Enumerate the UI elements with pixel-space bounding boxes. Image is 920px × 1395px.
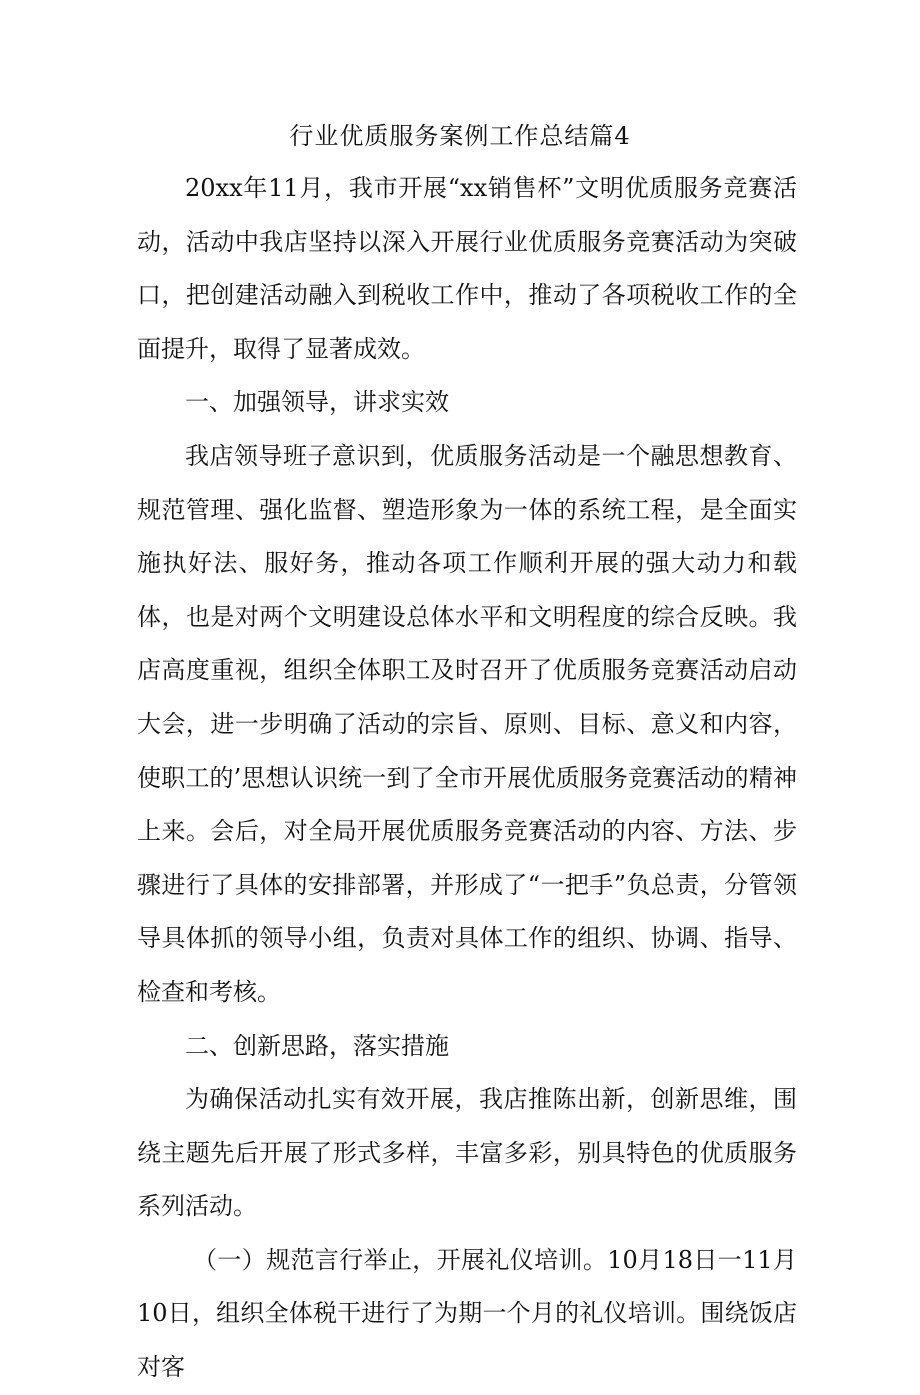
section-heading-1: 一、加强领导，讲求实效: [185, 388, 449, 417]
section-2-paragraph: 为确保活动扎实有效开展，我店推陈出新，创新思维，围绕主题先后开展了形式多样，丰富多彩，别具特色的优质服务系列活动。: [137, 1085, 797, 1221]
document-body: [137, 162, 797, 1395]
section-heading-2: 二、创新思路，落实措施: [185, 1031, 449, 1060]
document-title: 行业优质服务案例工作总结篇4: [289, 122, 631, 150]
intro-paragraph: 20xx年11月，我市开展“xx销售杯”文明优质服务竞赛活动，活动中我店坚持以深入开展行业优质服务竞赛活动为突破口，把创建活动融入到税收工作中，推动了各项税收工作的全面提升，取得了显著成效。: [137, 174, 797, 363]
section-1-paragraph: 我店领导班子意识到，优质服务活动是一个融思想教育、规范管理、强化监督、塑造形象为一体的系统工程，是全面实施执好法、服好务，推动各项工作顺利开展的强大动力和载体，也是对两个文明建设总体水平和文明程度的综合反映。我店高度重视，组织全体职工及时召开了优质服务竞赛活动启动大会，进一步明确了活动的宗旨、原则、目标、意义和内容，使职工的’思想认识统一到了全市开展优质服务竞赛活动的精神上来。会后，对全局开展优质服务竞赛活动的内容、方法、步骤进行了具体的安排部署，并形成了“一把手”负总责，分管领导具体抓的领导小组，负责对具体工作的组织、协调、指导、检查和考核。: [137, 441, 797, 1006]
subsection-paragraph-1: （一）规范言行举止，开展礼仪培训。10月18日一11月10日，组织全体税干进行了为期一个月的礼仪培训。围绕饭店对客: [137, 1245, 797, 1382]
